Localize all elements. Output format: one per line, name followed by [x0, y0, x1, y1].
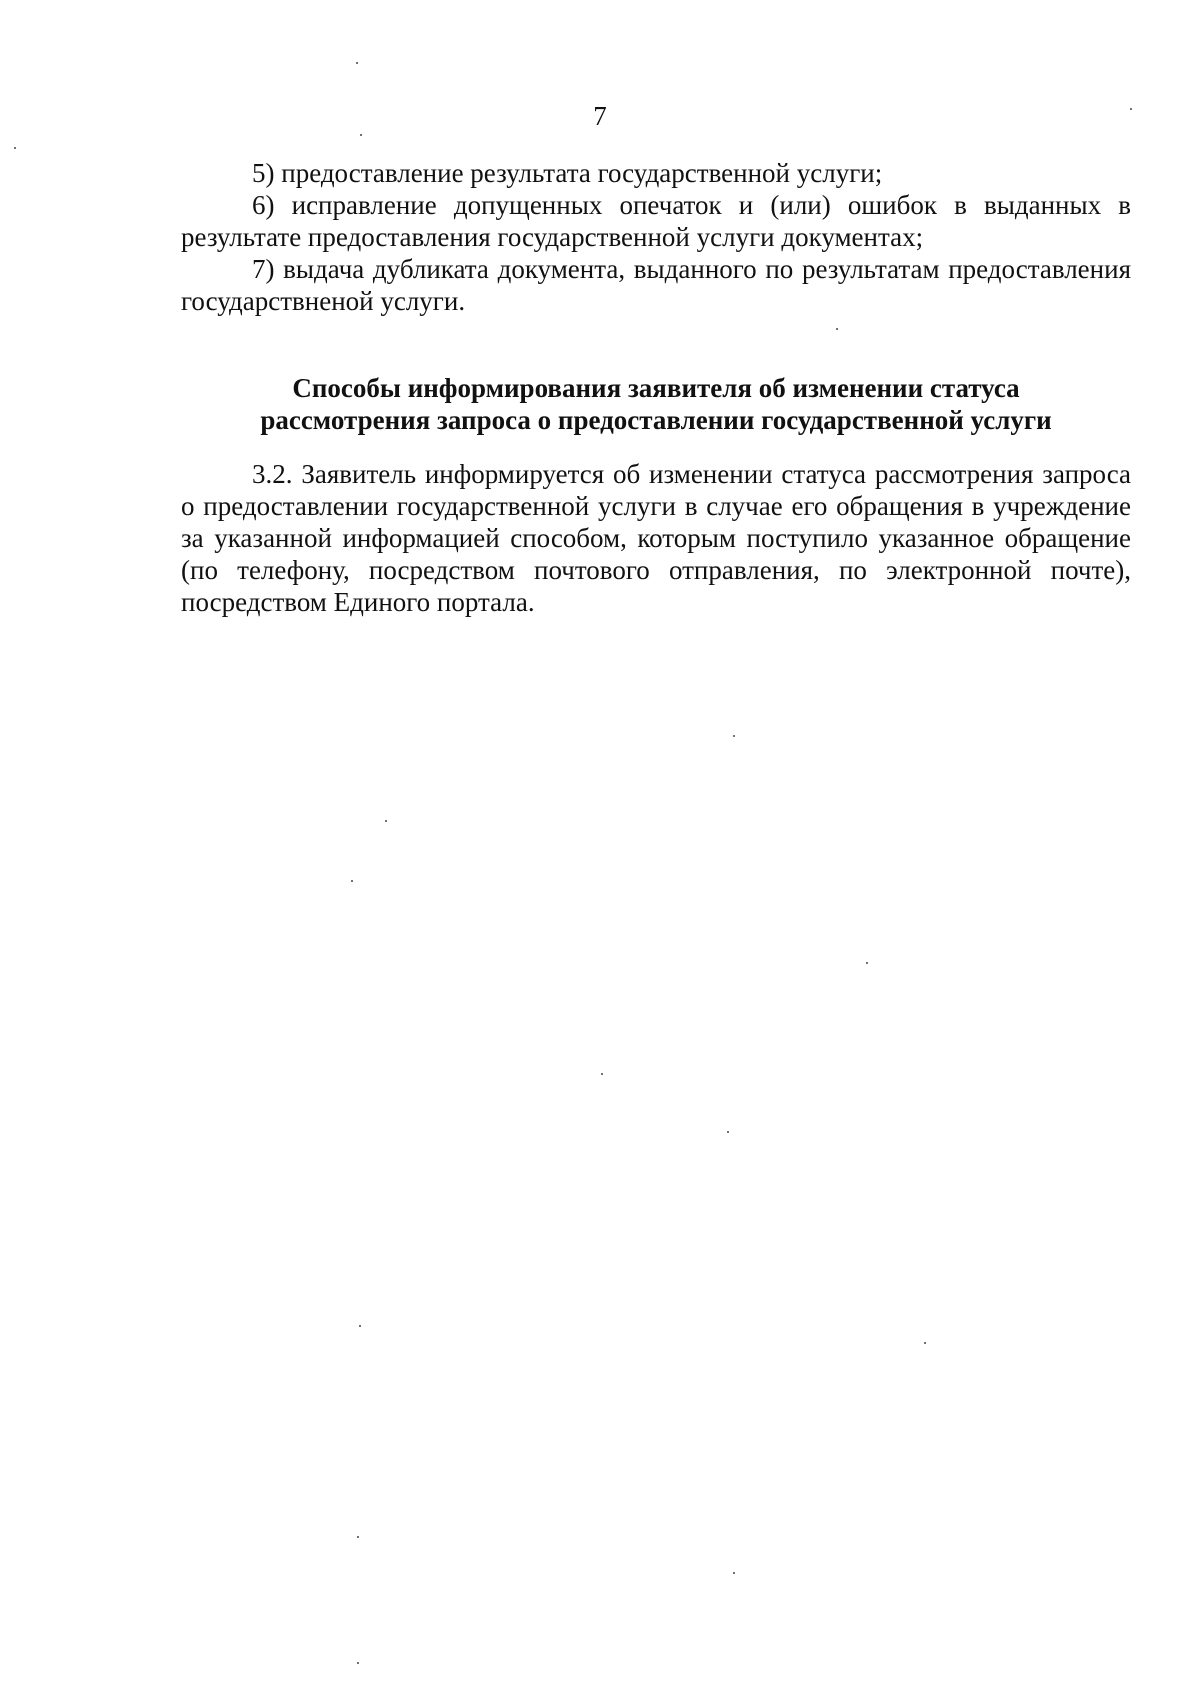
section-heading	[181, 372, 1131, 436]
scan-speck	[733, 735, 735, 737]
scan-speck	[360, 134, 362, 136]
section-heading-line-1: Способы информирования заявителя об изменении статуса	[292, 373, 1020, 403]
list-item-5: 5) предоставление результата государственной услуги;	[252, 158, 883, 188]
scan-speck	[357, 1536, 359, 1538]
list-item-6: 6) исправление допущенных опечаток и (или) ошибок в выданных в результате предоставления государственной услуги документах;	[181, 190, 1131, 252]
scan-speck	[866, 962, 868, 964]
document-body	[181, 157, 1131, 618]
page-number: 7	[593, 101, 607, 131]
scan-speck	[385, 820, 387, 822]
section-paragraph: 3.2. Заявитель информируется об изменении статуса рассмотрения запроса о предоставлении государственной услуги в случае его обращения в учреждение за указанной информацией способом, которым поступило указанное обращение (по телефону, посредством почтового отправления, по электронной почте), посредством Единого портала.	[181, 459, 1131, 617]
scan-speck	[601, 1073, 603, 1075]
list-item-7: 7) выдача дубликата документа, выданного по результатам предоставления государствненой услуги.	[181, 254, 1131, 316]
section-heading-line-2: рассмотрения запроса о предоставлении государственной услуги	[260, 405, 1052, 435]
scan-speck	[356, 62, 358, 64]
scan-speck	[357, 1662, 359, 1664]
scan-speck	[836, 328, 838, 330]
scan-speck	[1130, 108, 1132, 110]
scan-speck	[924, 1342, 926, 1344]
scan-speck	[14, 147, 16, 149]
scan-speck	[727, 1131, 729, 1133]
scan-speck	[359, 1325, 361, 1327]
scan-speck	[733, 1572, 735, 1574]
scan-speck	[351, 880, 353, 882]
